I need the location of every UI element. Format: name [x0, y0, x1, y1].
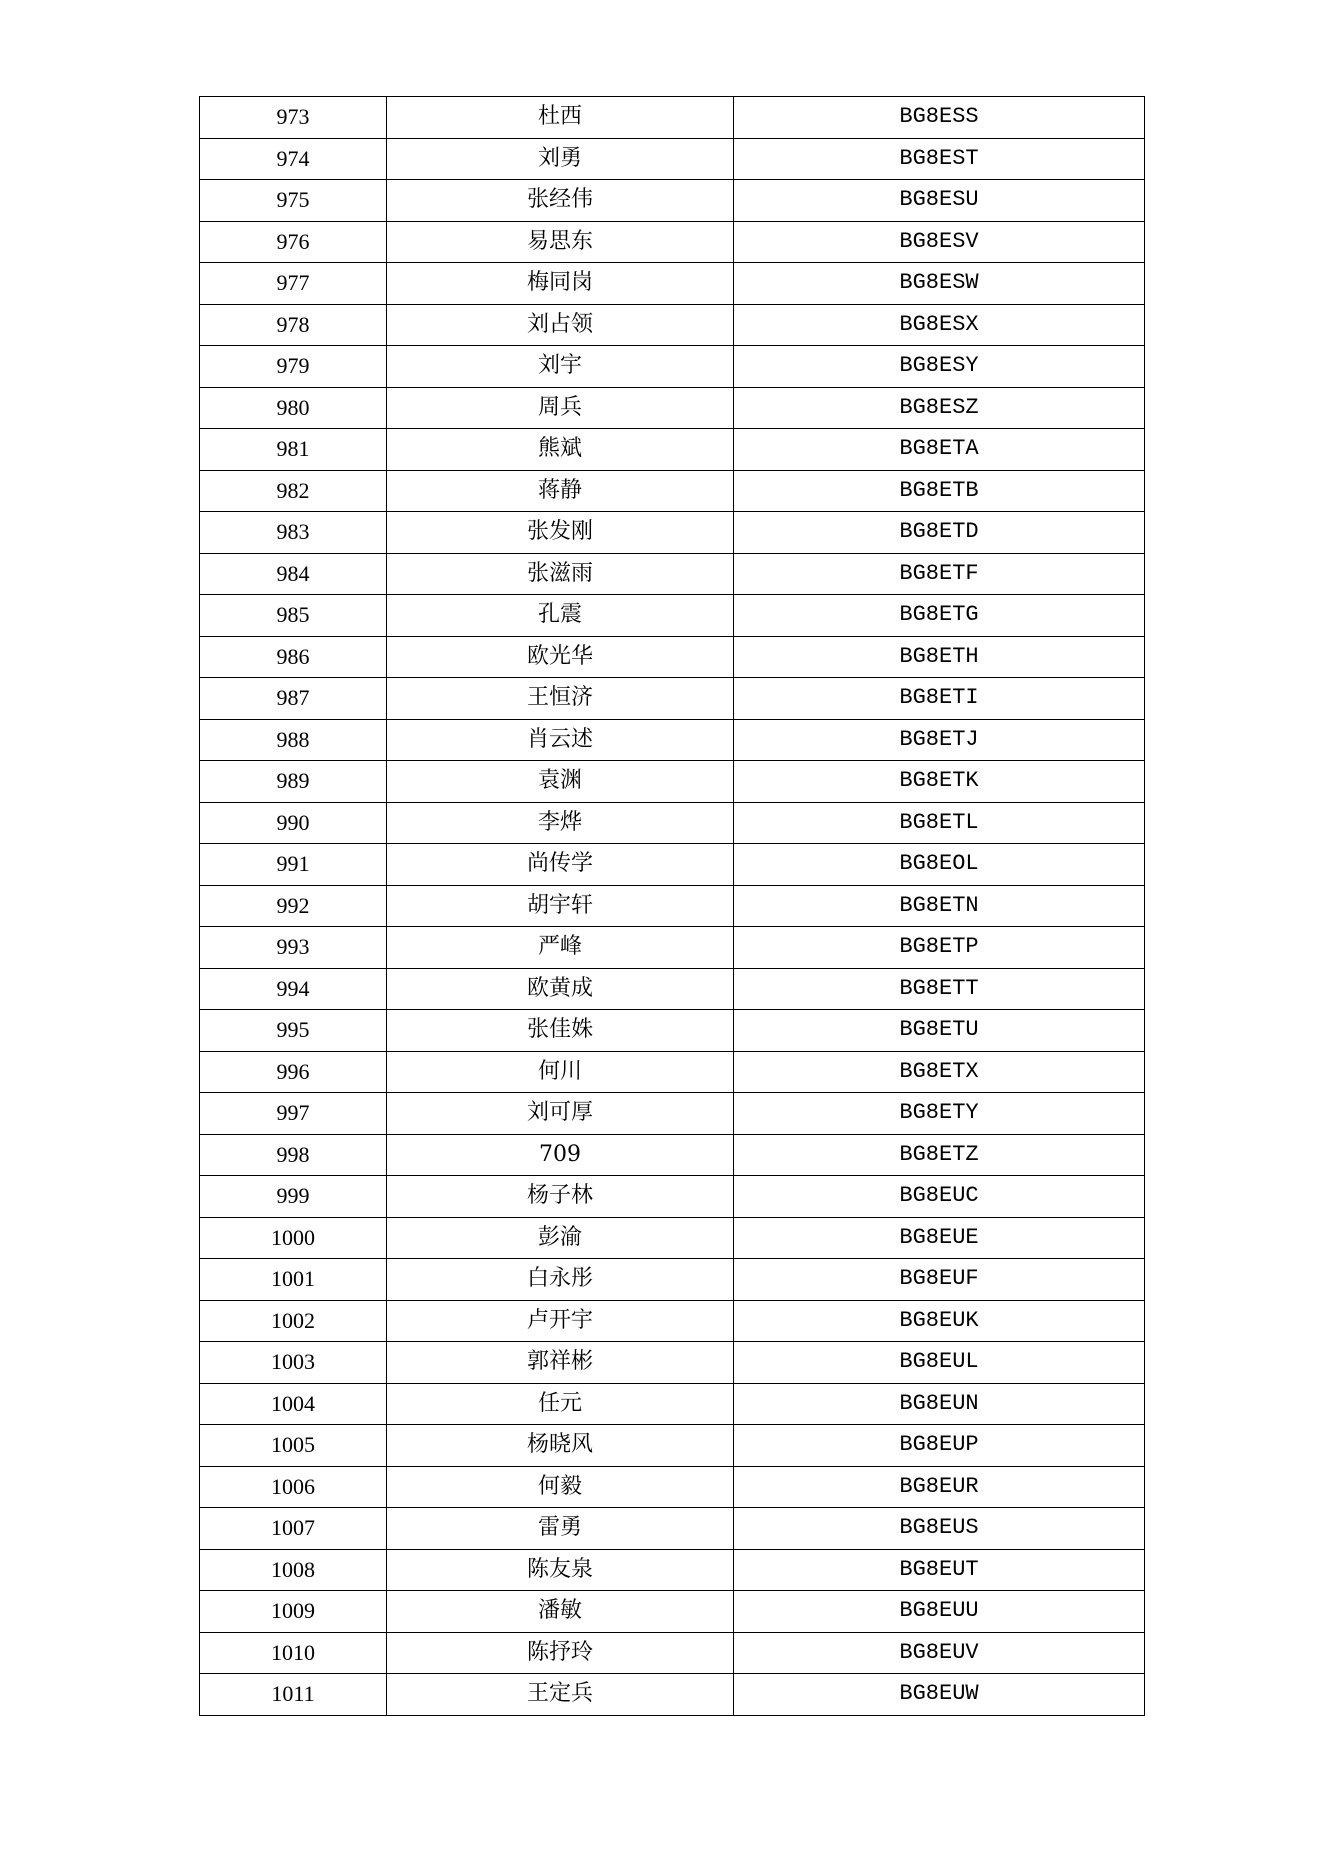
callsign-cell: BG8EUP [734, 1425, 1145, 1467]
row-number-cell: 990 [200, 802, 387, 844]
row-number-cell: 980 [200, 387, 387, 429]
callsign-cell: BG8ETY [734, 1093, 1145, 1135]
name-cell: 张滋雨 [387, 553, 734, 595]
row-number-cell: 1003 [200, 1342, 387, 1384]
table-row [200, 1342, 1145, 1384]
row-number-cell: 975 [200, 180, 387, 222]
table-row [200, 470, 1145, 512]
table-row [200, 719, 1145, 761]
row-number-cell: 988 [200, 719, 387, 761]
table-row [200, 1134, 1145, 1176]
callsign-table-body [200, 97, 1145, 1716]
table-row [200, 553, 1145, 595]
name-cell: 刘可厚 [387, 1093, 734, 1135]
table-row [200, 1093, 1145, 1135]
table-row [200, 1632, 1145, 1674]
table-row [200, 1425, 1145, 1467]
callsign-cell: BG8ETK [734, 761, 1145, 803]
row-number-cell: 996 [200, 1051, 387, 1093]
row-number-cell: 992 [200, 885, 387, 927]
name-cell: 张佳姝 [387, 1010, 734, 1052]
row-number-cell: 978 [200, 304, 387, 346]
table-row [200, 1383, 1145, 1425]
table-row [200, 1549, 1145, 1591]
name-cell: 杜西 [387, 97, 734, 139]
name-cell: 欧光华 [387, 636, 734, 678]
row-number-cell: 1011 [200, 1674, 387, 1716]
row-number-cell: 1009 [200, 1591, 387, 1633]
callsign-cell: BG8ETF [734, 553, 1145, 595]
row-number-cell: 993 [200, 927, 387, 969]
callsign-cell: BG8ETI [734, 678, 1145, 720]
callsign-cell: BG8ETL [734, 802, 1145, 844]
callsign-table [199, 96, 1145, 1716]
name-cell: 陈友泉 [387, 1549, 734, 1591]
table-row [200, 180, 1145, 222]
row-number-cell: 985 [200, 595, 387, 637]
row-number-cell: 979 [200, 346, 387, 388]
table-row [200, 761, 1145, 803]
callsign-cell: BG8EOL [734, 844, 1145, 886]
callsign-cell: BG8EUL [734, 1342, 1145, 1384]
row-number-cell: 1006 [200, 1466, 387, 1508]
callsign-cell: BG8ESS [734, 97, 1145, 139]
table-row [200, 263, 1145, 305]
row-number-cell: 995 [200, 1010, 387, 1052]
callsign-cell: BG8ETJ [734, 719, 1145, 761]
name-cell: 蒋静 [387, 470, 734, 512]
name-cell: 王恒济 [387, 678, 734, 720]
name-cell: 陈抒玲 [387, 1632, 734, 1674]
row-number-cell: 994 [200, 968, 387, 1010]
name-cell: 严峰 [387, 927, 734, 969]
row-number-cell: 1002 [200, 1300, 387, 1342]
table-row [200, 1591, 1145, 1633]
name-cell: 肖云述 [387, 719, 734, 761]
name-cell: 何毅 [387, 1466, 734, 1508]
callsign-cell: BG8EUS [734, 1508, 1145, 1550]
name-cell: 潘敏 [387, 1591, 734, 1633]
callsign-cell: BG8ETZ [734, 1134, 1145, 1176]
table-row [200, 97, 1145, 139]
table-row [200, 1674, 1145, 1716]
row-number-cell: 976 [200, 221, 387, 263]
table-row [200, 678, 1145, 720]
table-row [200, 968, 1145, 1010]
name-cell: 孔震 [387, 595, 734, 637]
callsign-cell: BG8EUK [734, 1300, 1145, 1342]
name-cell: 彭渝 [387, 1217, 734, 1259]
name-cell: 卢开宇 [387, 1300, 734, 1342]
name-cell: 雷勇 [387, 1508, 734, 1550]
name-cell: 白永彤 [387, 1259, 734, 1301]
name-cell: 熊斌 [387, 429, 734, 471]
callsign-cell: BG8ETH [734, 636, 1145, 678]
callsign-cell: BG8ESW [734, 263, 1145, 305]
name-cell: 任元 [387, 1383, 734, 1425]
row-number-cell: 1007 [200, 1508, 387, 1550]
name-cell: 李烨 [387, 802, 734, 844]
callsign-cell: BG8ETN [734, 885, 1145, 927]
table-row [200, 512, 1145, 554]
callsign-cell: BG8EUE [734, 1217, 1145, 1259]
name-cell: 郭祥彬 [387, 1342, 734, 1384]
table-row [200, 138, 1145, 180]
row-number-cell: 984 [200, 553, 387, 595]
table-row [200, 1259, 1145, 1301]
name-cell: 周兵 [387, 387, 734, 429]
name-cell: 袁渊 [387, 761, 734, 803]
name-cell: 易思东 [387, 221, 734, 263]
row-number-cell: 987 [200, 678, 387, 720]
callsign-cell: BG8ESY [734, 346, 1145, 388]
callsign-cell: BG8EUF [734, 1259, 1145, 1301]
name-cell: 王定兵 [387, 1674, 734, 1716]
name-cell: 张经伟 [387, 180, 734, 222]
table-row [200, 429, 1145, 471]
row-number-cell: 997 [200, 1093, 387, 1135]
name-cell: 张发刚 [387, 512, 734, 554]
table-row [200, 221, 1145, 263]
row-number-cell: 991 [200, 844, 387, 886]
table-row [200, 1010, 1145, 1052]
callsign-cell: BG8ESV [734, 221, 1145, 263]
name-cell: 杨子林 [387, 1176, 734, 1218]
row-number-cell: 974 [200, 138, 387, 180]
callsign-cell: BG8EUC [734, 1176, 1145, 1218]
table-row [200, 636, 1145, 678]
callsign-cell: BG8EUT [734, 1549, 1145, 1591]
callsign-cell: BG8ETA [734, 429, 1145, 471]
table-row [200, 387, 1145, 429]
row-number-cell: 1000 [200, 1217, 387, 1259]
callsign-cell: BG8ESX [734, 304, 1145, 346]
callsign-cell: BG8EUN [734, 1383, 1145, 1425]
callsign-cell: BG8ESZ [734, 387, 1145, 429]
row-number-cell: 1008 [200, 1549, 387, 1591]
callsign-cell: BG8ETG [734, 595, 1145, 637]
table-row [200, 1217, 1145, 1259]
row-number-cell: 981 [200, 429, 387, 471]
table-row [200, 1300, 1145, 1342]
callsign-cell: BG8EUU [734, 1591, 1145, 1633]
name-cell: 欧黄成 [387, 968, 734, 1010]
callsign-cell: BG8ETU [734, 1010, 1145, 1052]
name-cell: 刘占领 [387, 304, 734, 346]
row-number-cell: 977 [200, 263, 387, 305]
callsign-cell: BG8ETP [734, 927, 1145, 969]
row-number-cell: 983 [200, 512, 387, 554]
name-cell: 刘宇 [387, 346, 734, 388]
table-row [200, 844, 1145, 886]
row-number-cell: 1001 [200, 1259, 387, 1301]
row-number-cell: 1010 [200, 1632, 387, 1674]
table-row [200, 346, 1145, 388]
name-cell: 刘勇 [387, 138, 734, 180]
name-cell: 杨晓风 [387, 1425, 734, 1467]
row-number-cell: 999 [200, 1176, 387, 1218]
row-number-cell: 1005 [200, 1425, 387, 1467]
row-number-cell: 973 [200, 97, 387, 139]
callsign-cell: BG8ETT [734, 968, 1145, 1010]
row-number-cell: 1004 [200, 1383, 387, 1425]
name-cell: 尚传学 [387, 844, 734, 886]
table-row [200, 802, 1145, 844]
callsign-cell: BG8EST [734, 138, 1145, 180]
table-row [200, 1508, 1145, 1550]
table-row [200, 927, 1145, 969]
name-cell: 何川 [387, 1051, 734, 1093]
name-cell: 709 [387, 1134, 734, 1176]
row-number-cell: 982 [200, 470, 387, 512]
table-row [200, 595, 1145, 637]
callsign-cell: BG8EUW [734, 1674, 1145, 1716]
table-row [200, 885, 1145, 927]
callsign-cell: BG8EUV [734, 1632, 1145, 1674]
row-number-cell: 986 [200, 636, 387, 678]
name-cell: 梅同岗 [387, 263, 734, 305]
callsign-cell: BG8ESU [734, 180, 1145, 222]
table-row [200, 1176, 1145, 1218]
callsign-cell: BG8ETD [734, 512, 1145, 554]
table-row [200, 1051, 1145, 1093]
callsign-cell: BG8EUR [734, 1466, 1145, 1508]
name-cell: 胡宇轩 [387, 885, 734, 927]
row-number-cell: 989 [200, 761, 387, 803]
callsign-cell: BG8ETB [734, 470, 1145, 512]
table-row [200, 1466, 1145, 1508]
callsign-cell: BG8ETX [734, 1051, 1145, 1093]
row-number-cell: 998 [200, 1134, 387, 1176]
table-row [200, 304, 1145, 346]
